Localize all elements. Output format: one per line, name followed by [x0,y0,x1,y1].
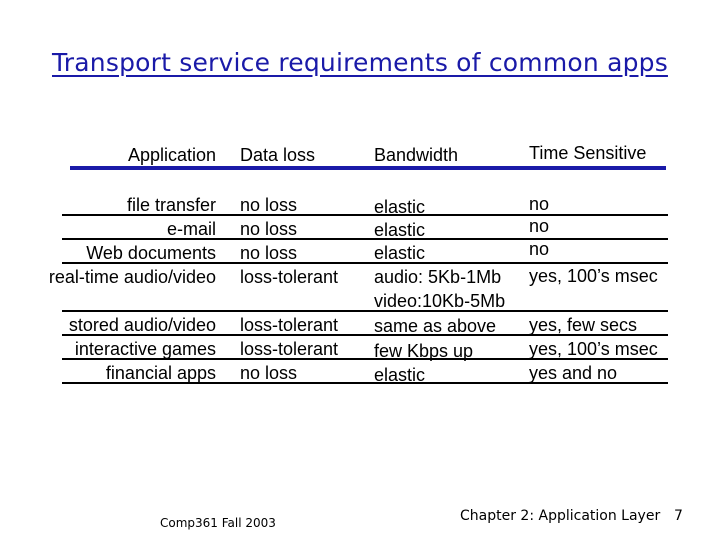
table-cell-data-loss: no loss [240,363,298,383]
table-cell-time-sensitive: yes and no [529,363,618,383]
table-cell-application: financial apps [105,363,216,383]
table-cell-bandwidth: video:10Kb-5Mb [374,291,506,311]
table-cell-application: interactive games [74,339,216,359]
table-cell-bandwidth: elastic [374,365,426,385]
table-cell-bandwidth: elastic [374,243,426,263]
page-number: 7 [674,508,683,524]
table-cell-application: Web documents [86,243,216,263]
header-bandwidth: Bandwidth [374,145,459,165]
table-cell-bandwidth: same as above [374,316,497,336]
table-cell-bandwidth: elastic [374,197,426,217]
table-cell-bandwidth: audio: 5Kb-1Mb [374,267,502,287]
table-cell-data-loss: no loss [240,195,298,215]
header-time-sensitive: Time Sensitive [529,143,647,163]
table-cell-application: real-time audio/video [48,267,216,287]
header-data-loss: Data loss [240,145,316,165]
table-cell-time-sensitive: no [529,239,550,259]
table-cell-time-sensitive: yes, 100’s msec [529,266,658,286]
header-application: Application [127,145,216,165]
table-cell-data-loss: no loss [240,243,298,263]
slide-title: Transport service requirements of common apps [52,48,668,77]
table-cell-time-sensitive: no [529,216,550,236]
header-divider [70,166,666,170]
footer-chapter: Chapter 2: Application Layer [460,508,661,524]
table-cell-data-loss: loss-tolerant [240,315,339,335]
table-cell-application: e-mail [166,219,216,239]
table-cell-data-loss: loss-tolerant [240,267,339,287]
row-rule [62,310,668,312]
table-cell-application: file transfer [126,195,216,215]
table-cell-bandwidth: elastic [374,220,426,240]
table-cell-time-sensitive: no [529,194,550,214]
table-cell-bandwidth: few Kbps up [374,341,474,361]
table-cell-application: stored audio/video [68,315,216,335]
table-cell-time-sensitive: yes, 100’s msec [529,339,658,359]
table-cell-data-loss: loss-tolerant [240,339,339,359]
footer-course: Comp361 Fall 2003 [160,516,276,530]
table-cell-time-sensitive: yes, few secs [529,315,638,335]
table-cell-data-loss: no loss [240,219,298,239]
